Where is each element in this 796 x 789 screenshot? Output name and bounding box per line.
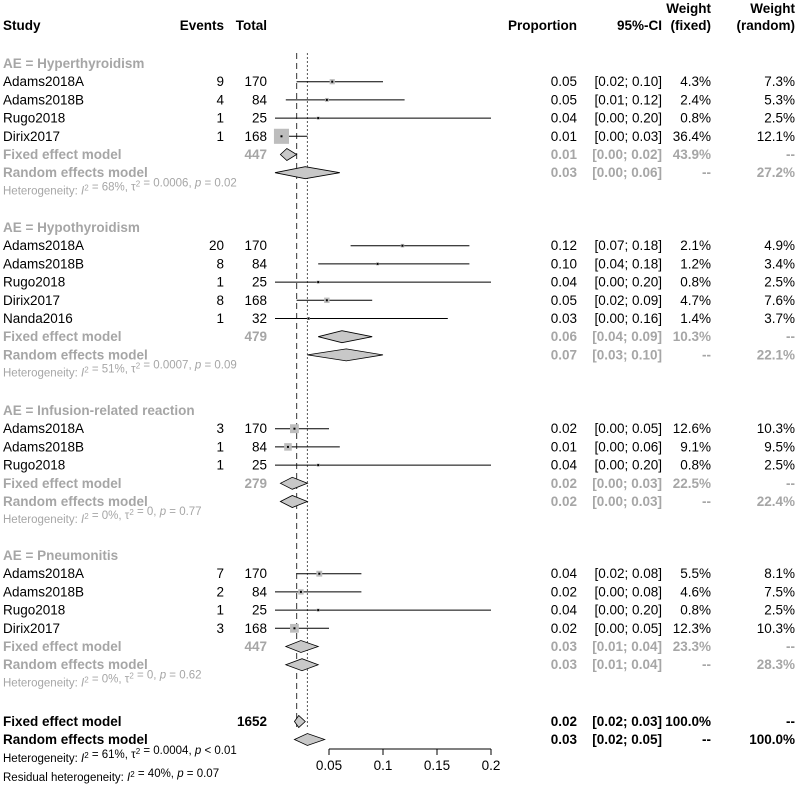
heterogeneity-text: Heterogeneity: $I^2 = 68\%$, $\tau^2 = 0.0006$, p = 0.02 bbox=[3, 177, 237, 198]
weight-random-value: 2.5% bbox=[764, 457, 795, 473]
ci-value: [0.04; 0.18] bbox=[594, 256, 662, 272]
header-weight-random: (random) bbox=[736, 18, 795, 33]
total-value: 170 bbox=[244, 238, 267, 254]
weight-fixed-value: -- bbox=[702, 494, 711, 509]
study-name: Adams2018B bbox=[3, 584, 85, 600]
subgroup-title: AE = Pneumonitis bbox=[3, 548, 119, 563]
ci-value: [0.00; 0.03] bbox=[592, 494, 662, 509]
weight-fixed-value: 100.0% bbox=[665, 714, 711, 729]
proportion-value: 0.03 bbox=[550, 165, 577, 181]
events-value: 1 bbox=[216, 311, 224, 326]
proportion-value: 0.07 bbox=[550, 347, 577, 363]
ci-value: [0.00; 0.20] bbox=[594, 457, 662, 473]
study-name: Adams2018B bbox=[3, 256, 85, 272]
weight-random-value: 12.1% bbox=[756, 128, 795, 144]
proportion-value: 0.12 bbox=[550, 238, 577, 254]
ci-value: [0.07; 0.18] bbox=[594, 238, 662, 254]
weight-fixed-value: 4.7% bbox=[680, 292, 711, 308]
total-value: 25 bbox=[251, 274, 267, 290]
events-value: 20 bbox=[208, 238, 224, 254]
fixed-diamond bbox=[280, 477, 307, 489]
header-total: Total bbox=[235, 18, 267, 33]
fixed-diamond bbox=[286, 641, 318, 653]
proportion-value: 0.02 bbox=[550, 494, 577, 509]
proportion-value: 0.02 bbox=[550, 620, 577, 636]
weight-fixed-value: -- bbox=[702, 732, 711, 747]
study-name: Dirix2017 bbox=[3, 128, 61, 144]
weight-random-value: 10.3% bbox=[756, 421, 795, 437]
proportion-value: 0.03 bbox=[550, 657, 577, 673]
events-value: 1 bbox=[216, 110, 224, 126]
proportion-value: 0.01 bbox=[550, 439, 577, 455]
overall-heterogeneity-text: Heterogeneity: $I^2 = 61\%$, $\tau^2 = 0.0004$, p < 0.01 bbox=[3, 745, 237, 765]
events-value: 8 bbox=[216, 256, 224, 272]
total-value: 170 bbox=[244, 421, 267, 437]
random-diamond bbox=[275, 167, 340, 179]
weight-random-value: -- bbox=[786, 475, 795, 491]
header-weight-fixed: Weight bbox=[666, 1, 711, 16]
events-value: 1 bbox=[216, 128, 224, 144]
study-name: Adams2018A bbox=[3, 238, 85, 254]
study-name: Adams2018B bbox=[3, 92, 85, 108]
random-diamond bbox=[286, 659, 318, 671]
heterogeneity-text: Heterogeneity: $I^2 = 51\%$, $\tau^2 = 0.0007$, p = 0.09 bbox=[3, 359, 237, 380]
ci-value: [0.00; 0.03] bbox=[594, 128, 662, 144]
study-name: Nanda2016 bbox=[3, 311, 73, 326]
proportion-value: 0.06 bbox=[550, 329, 577, 345]
events-value: 9 bbox=[216, 74, 224, 90]
weight-random-value: 10.3% bbox=[756, 620, 795, 636]
study-name: Rugo2018 bbox=[3, 602, 66, 618]
study-name: Adams2018A bbox=[3, 74, 85, 90]
ci-value: [0.00; 0.20] bbox=[594, 602, 662, 618]
weight-random-value: 22.1% bbox=[756, 347, 795, 363]
weight-random-value: 7.6% bbox=[764, 292, 795, 308]
ci-value: [0.00; 0.16] bbox=[594, 311, 662, 326]
weight-random-value: 2.5% bbox=[764, 274, 795, 290]
weight-random-value: 3.7% bbox=[764, 311, 795, 326]
weight-random-value: 28.3% bbox=[756, 657, 795, 673]
weight-random-value: 3.4% bbox=[764, 256, 795, 272]
events-value: 1 bbox=[216, 602, 224, 618]
total-value: 168 bbox=[244, 128, 267, 144]
study-name: Rugo2018 bbox=[3, 457, 66, 473]
proportion-value: 0.04 bbox=[550, 274, 577, 290]
total-value: 479 bbox=[244, 329, 267, 345]
random-diamond bbox=[307, 349, 383, 361]
weight-fixed-value: 12.6% bbox=[672, 421, 711, 437]
proportion-value: 0.02 bbox=[550, 714, 577, 729]
weight-random-value: 7.5% bbox=[764, 584, 795, 600]
heterogeneity-text: Heterogeneity: $I^2 = 0\%$, $\tau^2 = 0$, p = 0.62 bbox=[3, 669, 202, 690]
events-value: 3 bbox=[216, 421, 224, 437]
weight-fixed-value: 2.4% bbox=[680, 92, 711, 108]
fixed-model-label: Fixed effect model bbox=[3, 475, 122, 491]
x-tick-label: 0.05 bbox=[315, 758, 343, 773]
events-value: 1 bbox=[216, 457, 224, 473]
total-value: 279 bbox=[244, 475, 267, 491]
total-value: 84 bbox=[251, 256, 267, 272]
proportion-value: 0.04 bbox=[550, 566, 577, 582]
weight-random-value: 9.5% bbox=[764, 439, 795, 455]
events-value: 2 bbox=[216, 584, 224, 600]
ci-value: [0.01; 0.12] bbox=[594, 92, 662, 108]
total-value: 84 bbox=[251, 439, 267, 455]
weight-fixed-value: 2.1% bbox=[680, 238, 711, 254]
weight-random-value: -- bbox=[786, 329, 795, 345]
events-value: 7 bbox=[216, 566, 224, 582]
weight-random-value: -- bbox=[786, 147, 795, 162]
weight-random-value: 2.5% bbox=[764, 110, 795, 126]
weight-fixed-value: -- bbox=[702, 347, 711, 363]
study-name: Rugo2018 bbox=[3, 274, 66, 290]
ci-value: [0.00; 0.06] bbox=[594, 439, 662, 455]
header-study: Study bbox=[3, 18, 41, 33]
ci-value: [0.03; 0.10] bbox=[592, 347, 662, 363]
proportion-value: 0.04 bbox=[550, 602, 577, 618]
ci-value: [0.02; 0.03] bbox=[592, 714, 662, 729]
ci-value: [0.02; 0.09] bbox=[594, 292, 662, 308]
header-proportion: Proportion bbox=[508, 18, 577, 33]
total-value: 1652 bbox=[236, 714, 267, 729]
header-weight-fixed: (fixed) bbox=[670, 18, 711, 33]
proportion-value: 0.05 bbox=[550, 74, 577, 90]
weight-random-value: 2.5% bbox=[764, 602, 795, 618]
weight-fixed-value: 23.3% bbox=[672, 639, 711, 654]
events-value: 1 bbox=[216, 439, 224, 455]
ci-value: [0.02; 0.05] bbox=[592, 732, 662, 747]
fixed-model-label: Fixed effect model bbox=[3, 329, 122, 345]
total-value: 84 bbox=[251, 92, 267, 108]
weight-fixed-value: 0.8% bbox=[680, 602, 711, 618]
study-name: Dirix2017 bbox=[3, 620, 61, 636]
study-name: Rugo2018 bbox=[3, 110, 66, 126]
study-name: Adams2018A bbox=[3, 566, 85, 582]
proportion-value: 0.03 bbox=[550, 311, 577, 326]
proportion-value: 0.04 bbox=[550, 457, 577, 473]
ci-value: [0.00; 0.06] bbox=[592, 165, 662, 181]
random-diamond bbox=[280, 496, 307, 508]
weight-fixed-value: 43.9% bbox=[672, 147, 711, 162]
weight-fixed-value: 5.5% bbox=[680, 566, 711, 582]
random-model-label: Random effects model bbox=[3, 494, 148, 509]
subgroup-title: AE = Hypothyroidism bbox=[3, 220, 140, 235]
weight-fixed-value: 4.6% bbox=[680, 584, 711, 600]
x-tick-label: 0.2 bbox=[481, 758, 501, 773]
x-tick-label: 0.15 bbox=[423, 758, 451, 773]
weight-fixed-value: -- bbox=[702, 165, 711, 181]
weight-random-value: 27.2% bbox=[756, 165, 795, 181]
proportion-value: 0.03 bbox=[550, 732, 577, 747]
ci-value: [0.00; 0.20] bbox=[594, 110, 662, 126]
events-value: 1 bbox=[216, 274, 224, 290]
subgroup-title: AE = Hyperthyroidism bbox=[3, 56, 145, 71]
weight-random-value: 8.1% bbox=[764, 566, 795, 582]
total-value: 170 bbox=[244, 74, 267, 90]
events-value: 8 bbox=[216, 292, 224, 308]
proportion-value: 0.10 bbox=[550, 256, 577, 272]
fixed-diamond bbox=[280, 149, 296, 161]
ci-value: [0.02; 0.10] bbox=[594, 74, 662, 90]
total-value: 447 bbox=[244, 639, 267, 654]
weight-fixed-value: 36.4% bbox=[672, 128, 711, 144]
proportion-value: 0.01 bbox=[550, 128, 577, 144]
proportion-value: 0.02 bbox=[550, 475, 577, 491]
header-events: Events bbox=[179, 18, 224, 33]
weight-random-value: 100.0% bbox=[749, 732, 795, 747]
header-weight-random: Weight bbox=[750, 1, 795, 16]
ci-value: [0.01; 0.04] bbox=[592, 657, 662, 673]
weight-fixed-value: 1.2% bbox=[680, 256, 711, 272]
ci-value: [0.02; 0.08] bbox=[594, 566, 662, 582]
residual-heterogeneity-text: Residual heterogeneity: $I^2 = 40\%$, p = 0.07 bbox=[3, 768, 220, 784]
proportion-value: 0.03 bbox=[550, 639, 577, 654]
weight-random-value: 5.3% bbox=[764, 92, 795, 108]
total-value: 32 bbox=[251, 311, 267, 326]
total-value: 168 bbox=[244, 620, 267, 636]
total-value: 25 bbox=[251, 110, 267, 126]
header-ci: 95%-CI bbox=[616, 18, 662, 33]
heterogeneity-text: Heterogeneity: $I^2 = 0\%$, $\tau^2 = 0$, p = 0.77 bbox=[3, 506, 202, 527]
proportion-value: 0.05 bbox=[550, 292, 577, 308]
random-model-label: Random effects model bbox=[3, 657, 148, 673]
x-tick-label: 0.1 bbox=[373, 758, 393, 773]
weight-fixed-value: 0.8% bbox=[680, 110, 711, 126]
proportion-value: 0.04 bbox=[550, 110, 577, 126]
ci-value: [0.00; 0.02] bbox=[592, 147, 662, 162]
fixed-model-label: Fixed effect model bbox=[3, 639, 122, 654]
ci-value: [0.00; 0.03] bbox=[592, 475, 662, 491]
proportion-value: 0.05 bbox=[550, 92, 577, 108]
fixed-model-label: Fixed effect model bbox=[3, 714, 122, 729]
proportion-value: 0.01 bbox=[550, 147, 577, 162]
ci-value: [0.01; 0.04] bbox=[592, 639, 662, 654]
total-value: 447 bbox=[244, 147, 267, 162]
events-value: 3 bbox=[216, 620, 224, 636]
random-model-label: Random effects model bbox=[3, 165, 148, 181]
random-model-label: Random effects model bbox=[3, 732, 148, 747]
proportion-value: 0.02 bbox=[550, 584, 577, 600]
study-name: Adams2018B bbox=[3, 439, 85, 455]
weight-fixed-value: 0.8% bbox=[680, 457, 711, 473]
total-value: 170 bbox=[244, 566, 267, 582]
random-diamond bbox=[294, 734, 324, 746]
weight-fixed-value: 12.3% bbox=[672, 620, 711, 636]
weight-random-value: 4.9% bbox=[764, 238, 795, 254]
weight-fixed-value: 0.8% bbox=[680, 274, 711, 290]
total-value: 25 bbox=[251, 602, 267, 618]
subgroup-title: AE = Infusion-related reaction bbox=[3, 403, 195, 418]
proportion-value: 0.02 bbox=[550, 421, 577, 437]
total-value: 168 bbox=[244, 292, 267, 308]
ci-value: [0.00; 0.20] bbox=[594, 274, 662, 290]
weight-fixed-value: 22.5% bbox=[672, 475, 711, 491]
weight-random-value: -- bbox=[786, 714, 795, 729]
weight-fixed-value: 9.1% bbox=[680, 439, 711, 455]
weight-fixed-value: 1.4% bbox=[680, 311, 711, 326]
total-value: 25 bbox=[251, 457, 267, 473]
weight-fixed-value: 4.3% bbox=[680, 74, 711, 90]
weight-random-value: -- bbox=[786, 639, 795, 654]
events-value: 4 bbox=[216, 92, 224, 108]
fixed-model-label: Fixed effect model bbox=[3, 147, 122, 162]
study-name: Adams2018A bbox=[3, 421, 85, 437]
random-model-label: Random effects model bbox=[3, 347, 148, 363]
weight-fixed-value: 10.3% bbox=[672, 329, 711, 345]
ci-value: [0.04; 0.09] bbox=[592, 329, 662, 345]
ci-value: [0.00; 0.05] bbox=[594, 620, 662, 636]
ci-value: [0.00; 0.05] bbox=[594, 421, 662, 437]
ci-value: [0.00; 0.08] bbox=[594, 584, 662, 600]
weight-random-value: 7.3% bbox=[764, 74, 795, 90]
total-value: 84 bbox=[251, 584, 267, 600]
weight-fixed-value: -- bbox=[702, 657, 711, 673]
fixed-diamond bbox=[318, 331, 372, 343]
study-name: Dirix2017 bbox=[3, 292, 61, 308]
weight-random-value: 22.4% bbox=[756, 494, 795, 509]
